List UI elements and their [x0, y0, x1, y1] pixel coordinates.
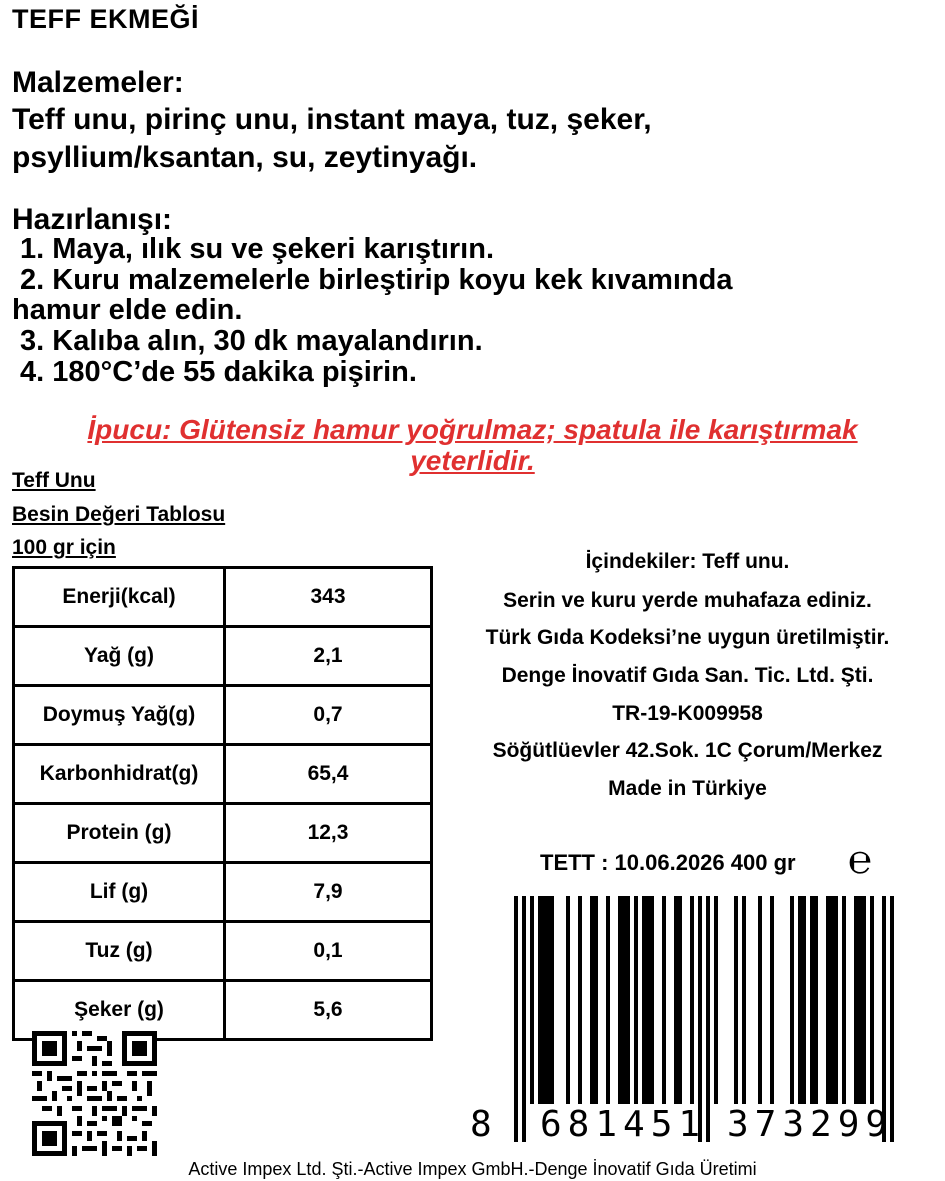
tip-line-1: İpucu: Glütensiz hamur yoğrulmaz; spatula ile karıştırmak: [87, 414, 858, 445]
barcode-first-digit: 8: [470, 1104, 498, 1145]
tip-note: [0, 414, 945, 476]
info-address: Söğütlüevler 42.Sok. 1C Çorum/Merkez: [492, 739, 883, 762]
table-row: [14, 922, 432, 981]
barcode-bar: [734, 896, 738, 1104]
preparation-step: 3. Kalıba alın, 30 dk mayalandırın.: [12, 325, 483, 357]
expiry-and-weight: TETT : 10.06.2026 400 gr: [540, 850, 796, 875]
barcode-bar: [606, 896, 610, 1104]
barcode-bar: [858, 896, 862, 1104]
info-registration: TR-19-K009958: [612, 702, 763, 725]
barcode-bar: [798, 896, 802, 1104]
barcode-bar: [642, 896, 646, 1104]
nutrient-value: 7,9: [225, 863, 432, 922]
barcode-bar: [834, 896, 838, 1104]
nutrient-value: 12,3: [225, 804, 432, 863]
barcode-bar: [634, 896, 638, 1104]
nutrient-value: 5,6: [225, 981, 432, 1040]
barcode-bar: [618, 896, 622, 1104]
nutrient-label: Şeker (g): [14, 981, 225, 1040]
info-storage: Serin ve kuru yerde muhafaza ediniz.: [503, 589, 872, 612]
preparation-heading: Hazırlanışı:: [12, 203, 173, 236]
qr-code-icon: [32, 1031, 157, 1156]
barcode-bar: [690, 896, 694, 1104]
nutrition-table-title: Besin Değeri Tablosu: [12, 503, 226, 526]
barcode-bar: [566, 896, 570, 1104]
nutrient-label: Karbonhidrat(g): [14, 745, 225, 804]
nutrient-label: Protein (g): [14, 804, 225, 863]
barcode-bar: [550, 896, 554, 1104]
barcode-bar: [770, 896, 774, 1104]
info-codex: Türk Gıda Kodeksi’ne uygun üretilmiştir.: [485, 626, 890, 649]
nutrition-table: [12, 566, 433, 1041]
tip-line-2: yeterlidir.: [410, 445, 535, 476]
ingredients-line-2: psyllium/ksantan, su, zeytinyağı.: [12, 141, 478, 174]
barcode-bar: [854, 896, 858, 1104]
table-row: [14, 863, 432, 922]
estimated-sign-icon: ℮: [848, 837, 873, 883]
table-row: [14, 804, 432, 863]
barcode-bar: [650, 896, 654, 1104]
nutrient-value: 343: [225, 568, 432, 627]
barcode-bar: [810, 896, 814, 1104]
barcode-bar: [706, 896, 710, 1142]
barcode-bar: [802, 896, 806, 1104]
info-origin: Made in Türkiye: [608, 777, 767, 800]
preparation-step: hamur elde edin.: [12, 294, 243, 326]
barcode-bar: [678, 896, 682, 1104]
barcode-bar: [674, 896, 678, 1104]
nutrient-value: 0,1: [225, 922, 432, 981]
barcode-bar: [522, 896, 526, 1142]
preparation-step: 2. Kuru malzemelerle birleştirip koyu kek kıvamında: [12, 264, 733, 296]
nutrient-label: Lif (g): [14, 863, 225, 922]
barcode-bar: [546, 896, 550, 1104]
info-ingredients: İçindekiler: Teff unu.: [585, 550, 790, 573]
barcode-bar: [814, 896, 818, 1104]
nutrition-per-amount: 100 gr için: [12, 536, 116, 559]
preparation-step: 4. 180°C’de 55 dakika pişirin.: [12, 356, 417, 388]
preparation-step: 1. Maya, ılık su ve şekeri karıştırın.: [12, 233, 494, 265]
nutrient-label: Yağ (g): [14, 627, 225, 686]
barcode-bar: [646, 896, 650, 1104]
barcode-right-digits: 373299: [727, 1104, 894, 1145]
barcode-bar: [830, 896, 834, 1104]
barcode-bar: [758, 896, 762, 1104]
barcode-bar: [538, 896, 542, 1104]
table-row: [14, 568, 432, 627]
product-title: TEFF EKMEĞİ: [12, 4, 199, 34]
barcode-bar: [742, 896, 746, 1104]
table-row: [14, 686, 432, 745]
barcode-bar: [842, 896, 846, 1104]
barcode-bar: [662, 896, 666, 1104]
table-row: [14, 627, 432, 686]
barcode-bar: [626, 896, 630, 1104]
barcode-bar: [790, 896, 794, 1104]
nutrient-value: 0,7: [225, 686, 432, 745]
barcode-bar: [590, 896, 594, 1104]
info-producer: Denge İnovatif Gıda San. Tic. Ltd. Şti.: [501, 664, 874, 687]
nutrient-label: Tuz (g): [14, 922, 225, 981]
barcode-bar: [578, 896, 582, 1104]
ingredients-line-1: Teff unu, pirinç unu, instant maya, tuz, şeker,: [12, 103, 652, 136]
ingredients-heading: Malzemeler:: [12, 66, 184, 99]
nutrition-product-name: Teff Unu: [12, 469, 96, 492]
barcode-bar: [862, 896, 866, 1104]
barcode-bar: [870, 896, 874, 1104]
barcode-bar: [826, 896, 830, 1104]
barcode-bar: [714, 896, 718, 1104]
nutrient-value: 65,4: [225, 745, 432, 804]
barcode-bar: [622, 896, 626, 1104]
footer-company-line: Active Impex Ltd. Şti.-Active Impex GmbH.-Denge İnovatif Gıda Üretimi: [188, 1159, 757, 1179]
table-row: [14, 745, 432, 804]
nutrient-label: Enerji(kcal): [14, 568, 225, 627]
barcode-bar: [542, 896, 546, 1104]
barcode-left-digits: 681451: [540, 1104, 707, 1145]
barcode-bar: [514, 896, 518, 1142]
barcode-bar: [530, 896, 534, 1104]
barcode-bar: [594, 896, 598, 1104]
nutrient-value: 2,1: [225, 627, 432, 686]
nutrient-label: Doymuş Yağ(g): [14, 686, 225, 745]
